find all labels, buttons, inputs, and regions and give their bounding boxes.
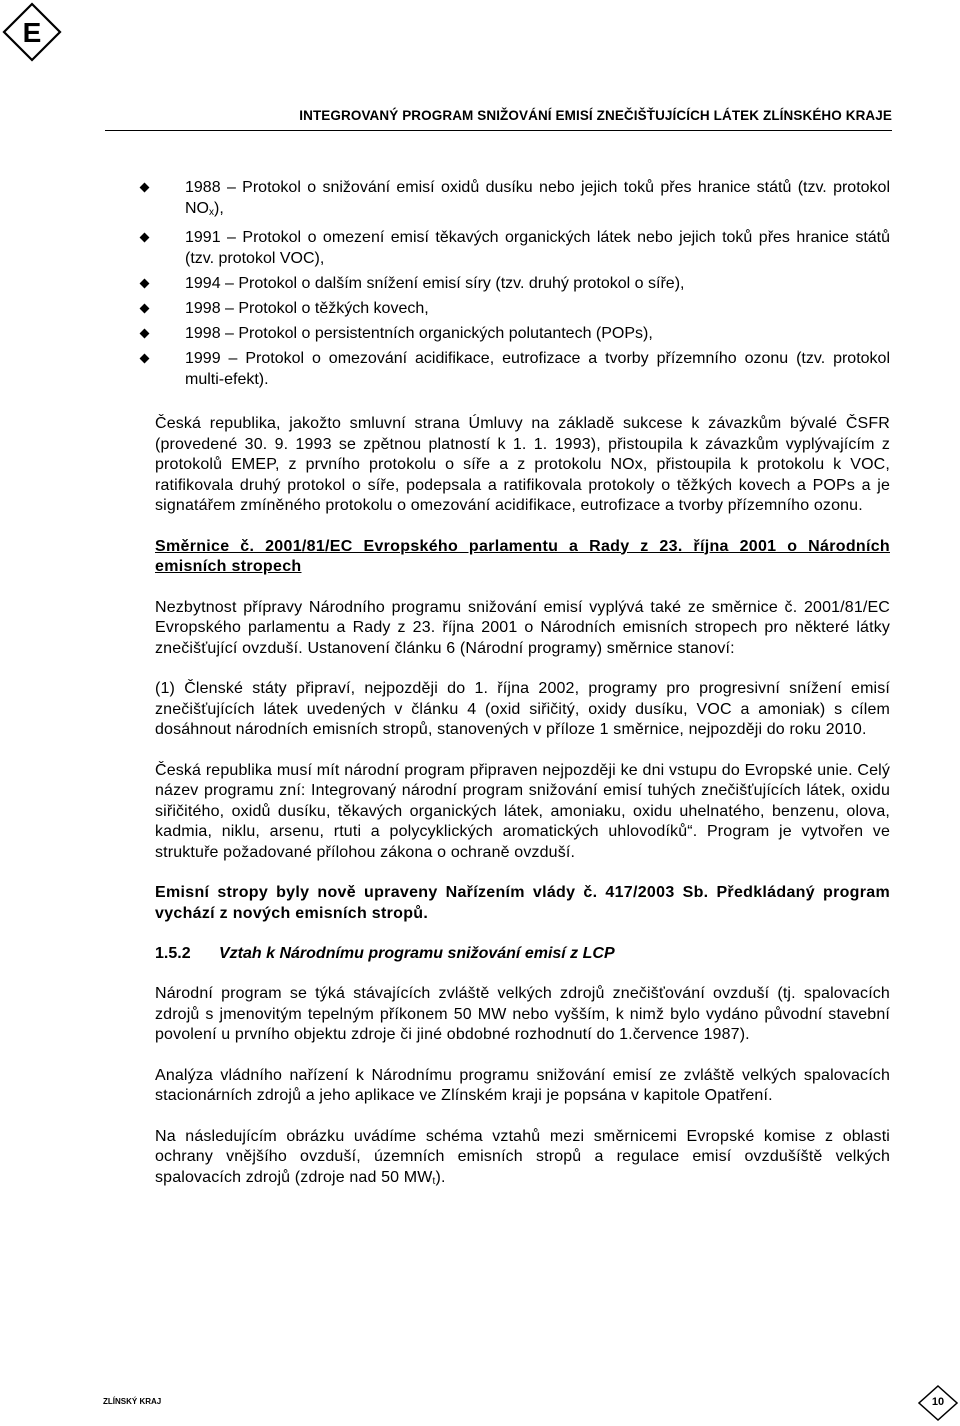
diamond-bullet-icon <box>140 279 150 289</box>
paragraph-emission-ceilings: Emisní stropy byly nově upraveny Nařízením vlády č. 417/2003 Sb. Předkládaný program vychází z nových emisních stropů. <box>155 884 890 922</box>
list-item: 1999 – Protokol o omezování acidifikace, eutrofizace a tvorby přízemního ozonu (tzv. protokol multi-efekt). <box>153 348 890 390</box>
list-item: 1994 – Protokol o dalším snížení emisí síry (tzv. druhý protokol o síře), <box>153 273 890 294</box>
document-header-title: INTEGROVANÝ PROGRAM SNIŽOVÁNÍ EMISÍ ZNEČIŠŤUJÍCÍCH LÁTEK ZLÍNSKÉHO KRAJE <box>299 108 892 123</box>
page-number-badge <box>918 1385 958 1421</box>
logo-letter: E <box>22 17 42 48</box>
page-number: 10 <box>931 1396 945 1408</box>
diamond-bullet-icon <box>140 354 150 364</box>
header-divider <box>105 130 892 131</box>
diamond-bullet-icon <box>140 329 150 339</box>
paragraph-analysis: Analýza vládního nařízení k Národnímu programu snižování emisí ze zvláště velkých spalovacích stacionárních zdrojů a jeho aplikace ve Zlínském kraji je popsána v kapitole Opatření. <box>155 1066 890 1104</box>
diamond-bullet-icon <box>140 233 150 243</box>
directive-heading: Směrnice č. 2001/81/EC Evropského parlamentu a Rady z 23. října 2001 o Národních emisních stropech <box>155 537 890 575</box>
list-item: 1991 – Protokol o omezení emisí těkavých organických látek nebo jejich toků přes hranice států (tzv. protokol VOC), <box>153 227 890 269</box>
footer-region: ZLÍNSKÝ KRAJ <box>103 1397 162 1406</box>
paragraph-article-1: (1) Členské státy připraví, nejpozději do 1. října 2002, programy pro progresivní snížení emisí znečišťujících látek uvedených v článku 4 (oxid siřičitý, oxidy dusíku, VOC a amoniak) s cílem dosáhnout národních emisních stropů, stanovených v příloze 1 směrnice, nejpozději do roku 2010. <box>155 680 890 738</box>
list-item: 1998 – Protokol o těžkých kovech, <box>153 298 890 319</box>
document-body <box>155 177 890 1192</box>
diamond-bullet-icon <box>140 183 150 193</box>
paragraph-lcp-relation: Národní program se týká stávajících zvláště velkých zdrojů znečišťování ovzduší (tj. spalovacích zdrojů s jmenovitým tepelným příkonem 50 MW nebo vyšším, k nimž bylo vydáno původní stavební povolení u prvního objektu zdroje či jiné obdobné rozhodnutí do 1.července 1987). <box>155 985 890 1043</box>
diamond-bullet-icon <box>140 304 150 314</box>
list-item: 1998 – Protokol o persistentních organických polutantech (POPs), <box>153 323 890 344</box>
paragraph-national-program: Česká republika musí mít národní program připraven nejpozději ke dni vstupu do Evropské unie. Celý název programu zní: Integrovaný národní program snižování emisí tuhých znečišťujících látek, oxidu siřičitého, oxidů dusíku, těkavých organických látek, amoniaku, oxidu uhelnatého, benzenu, olova, kadmia, niklu, arsenu, rtuti a polycyklických aromatických uhlovodíků“. Program je vytvořen ve struktuře požadované přílohou zákona o ochraně ovzduší. <box>155 761 890 861</box>
paragraph-accession: Česká republika, jakožto smluvní strana Úmluvy na základě sukcese k závazkům bývalé ČSFR (provedené 30. 9. 1993 se zpětnou platností k 1. 1. 1993), přistoupila k závazkům vyplývajícím z protokolů EMEP, z prvního protokolu o síře a z protokolu NOx, přistoupila k protokolu k VOC, ratifikovala druhý protokol o síře, podepsala a ratifikovala protokoly o těžkých kovech a POPs a je signatářem zmíněného protokolu o omezování acidifikace, eutrofizace a tvorby přízemního ozonu. <box>155 415 890 514</box>
section-heading <box>155 944 890 964</box>
section-title: Vztah k Národnímu programu snižování emisí z LCP <box>219 945 615 962</box>
section-number: 1.5.2 <box>155 945 191 962</box>
company-logo <box>2 2 62 62</box>
paragraph-necessity: Nezbytnost přípravy Národního programu snižování emisí vyplývá také ze směrnice č. 2001/81/EC Evropského parlamentu a Rady z 23. října 2001 o Národních emisních stropech pro některé látky znečišťující ovzduší. Ustanovení článku 6 (Národní programy) směrnice stanoví: <box>155 598 890 657</box>
paragraph-scheme: Na následujícím obrázku uvádíme schéma vztahů mezi směrnicemi Evropské komise z oblasti ochrany vnějšího ovzduší, územních emisních stropů a regulace emisí ovzdušíště velkých spalovacích zdrojů (zdroje nad 50 $MW_t$). <box>155 1127 890 1187</box>
protocol-list <box>155 177 890 390</box>
list-item: 1988 – Protokol o snižování emisí oxidů dusíku nebo jejich toků přes hranice států (tzv. protokol $NO_x$), <box>153 177 890 223</box>
